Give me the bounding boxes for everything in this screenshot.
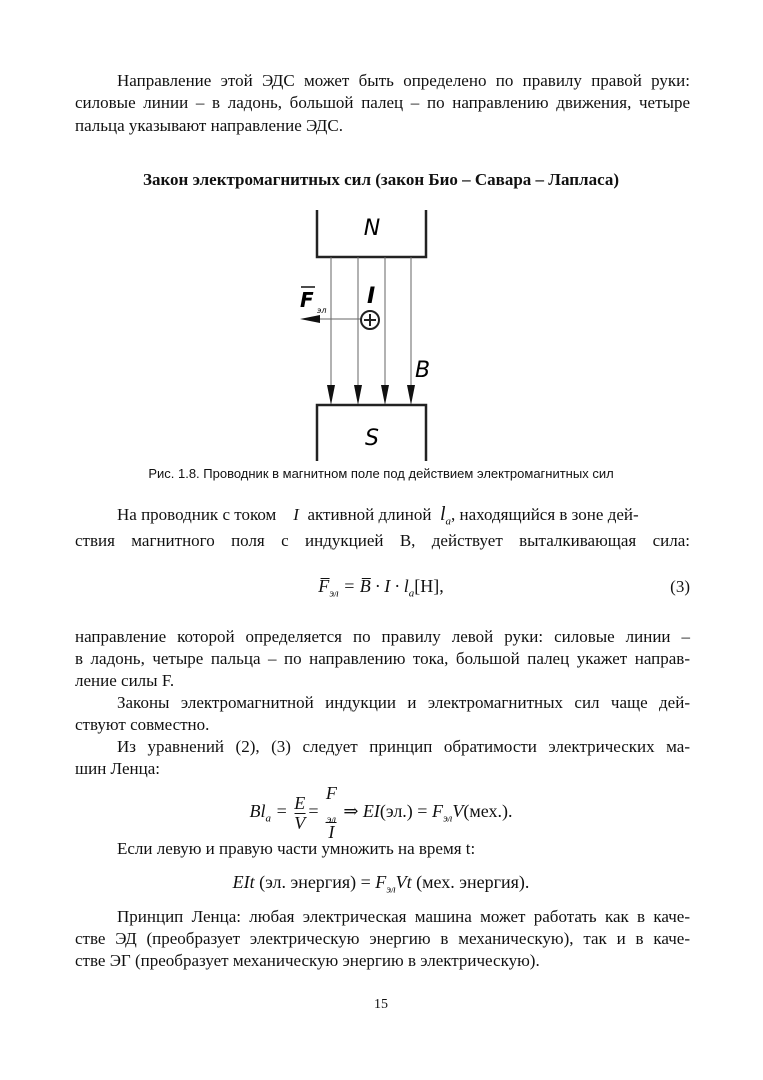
formula-unit: [Н],	[414, 576, 444, 596]
text-line: шин Ленца:	[75, 759, 160, 778]
formula-term: F̅	[318, 576, 330, 596]
figure-caption: Рис. 1.8. Проводник в магнитном поле под действием электромагнитных сил	[148, 466, 614, 481]
pole-n-label: N	[363, 216, 381, 241]
text-line: ствия магнитного поля с индукцией В, действует выталкивающая сила:	[75, 531, 690, 550]
formula-subscript: эл	[386, 883, 396, 896]
formula-text: (мех. энергия).	[411, 872, 530, 892]
text-line	[117, 503, 690, 528]
fraction	[294, 794, 305, 833]
text-line: стве ЭД (преобразует электрическую энергию в механическую), так и в каче-	[75, 929, 690, 948]
fraction	[326, 784, 337, 842]
pole-s-label: S	[365, 426, 379, 451]
formula-subscript: эл	[326, 813, 337, 826]
text-line: Направление этой ЭДС может быть определено по правилу правой руки:	[117, 71, 690, 90]
formula-term: V	[452, 801, 464, 822]
numerator	[325, 783, 337, 826]
text-line: ление силы F.	[75, 671, 175, 690]
formula-term: Vt	[395, 872, 412, 892]
formula-text: (мех.).	[463, 801, 513, 822]
formula-subscript: a	[408, 587, 415, 600]
formula-term: Bl	[249, 801, 266, 822]
text-line: ствуют совместно.	[75, 715, 210, 734]
formula-subscript: a	[265, 812, 272, 825]
formula-subscript: эл	[329, 587, 339, 600]
text-line: Из уравнений (2), (3) следует принцип обратимости электрических ма-	[117, 737, 690, 756]
text-span: , находящийся в зоне дей-	[451, 505, 639, 524]
current-label: I	[367, 284, 376, 309]
numerator: E	[294, 792, 306, 813]
formula-term: F	[325, 783, 337, 803]
text-line: направление которой определяется по правилу левой руки: силовые линии –	[75, 627, 690, 646]
length-subscript: a	[445, 515, 452, 528]
section-heading: Закон электромагнитных сил (закон Био – Савара – Лапласа)	[142, 170, 620, 189]
formula-term: = B̅ · I · l	[343, 576, 409, 596]
text-span: На проводник с током	[117, 505, 277, 524]
text-line: пальца указывают направление ЭДС.	[75, 116, 343, 135]
formula-subscript: эл	[442, 812, 453, 825]
text-line: силовые линии – в ладонь, большой палец – по направлению движения, четыре	[75, 93, 690, 112]
force-subscript: эл	[317, 306, 327, 315]
denominator: V	[294, 812, 306, 833]
formula-5	[232, 871, 530, 896]
text-line: в ладонь, четыре пальца – по направлению тока, большой палец укажет направ-	[75, 649, 690, 668]
text-span: активной длиной	[307, 505, 432, 524]
current-symbol: I	[293, 505, 299, 524]
formula-term: F	[431, 801, 443, 822]
formula-text: (эл. энергия) =	[254, 872, 376, 892]
formula-term: ⇒ EI	[343, 801, 380, 822]
equation-number: (3)	[670, 577, 690, 596]
formula-term: F	[375, 872, 387, 892]
length-symbol: l	[439, 503, 446, 525]
field-label: B	[415, 358, 431, 383]
text-line: стве ЭГ (преобразует механическую энергию в электрическую).	[75, 951, 540, 970]
text-line: Принцип Ленца: любая электрическая машина может работать как в каче-	[117, 907, 690, 926]
force-label: F	[300, 288, 314, 312]
formula-4: $Bl_a$ = $\frac{E}{V}$ = F $_{эл}$ I ⇒ $EI(эл.) = F_{эл}V(мех.)$.	[249, 783, 513, 842]
page-number: 15	[374, 997, 388, 1012]
figure-conductor-in-field	[290, 205, 450, 463]
text-line: Законы электромагнитной индукции и электромагнитных сил чаще дей-	[117, 693, 690, 712]
text-line: Если левую и правую части умножить на время t:	[117, 839, 476, 858]
formula-3	[318, 575, 444, 600]
denominator: I	[328, 822, 335, 842]
formula-text: (эл.) =	[379, 801, 432, 822]
formula-term: EIt	[232, 872, 255, 892]
